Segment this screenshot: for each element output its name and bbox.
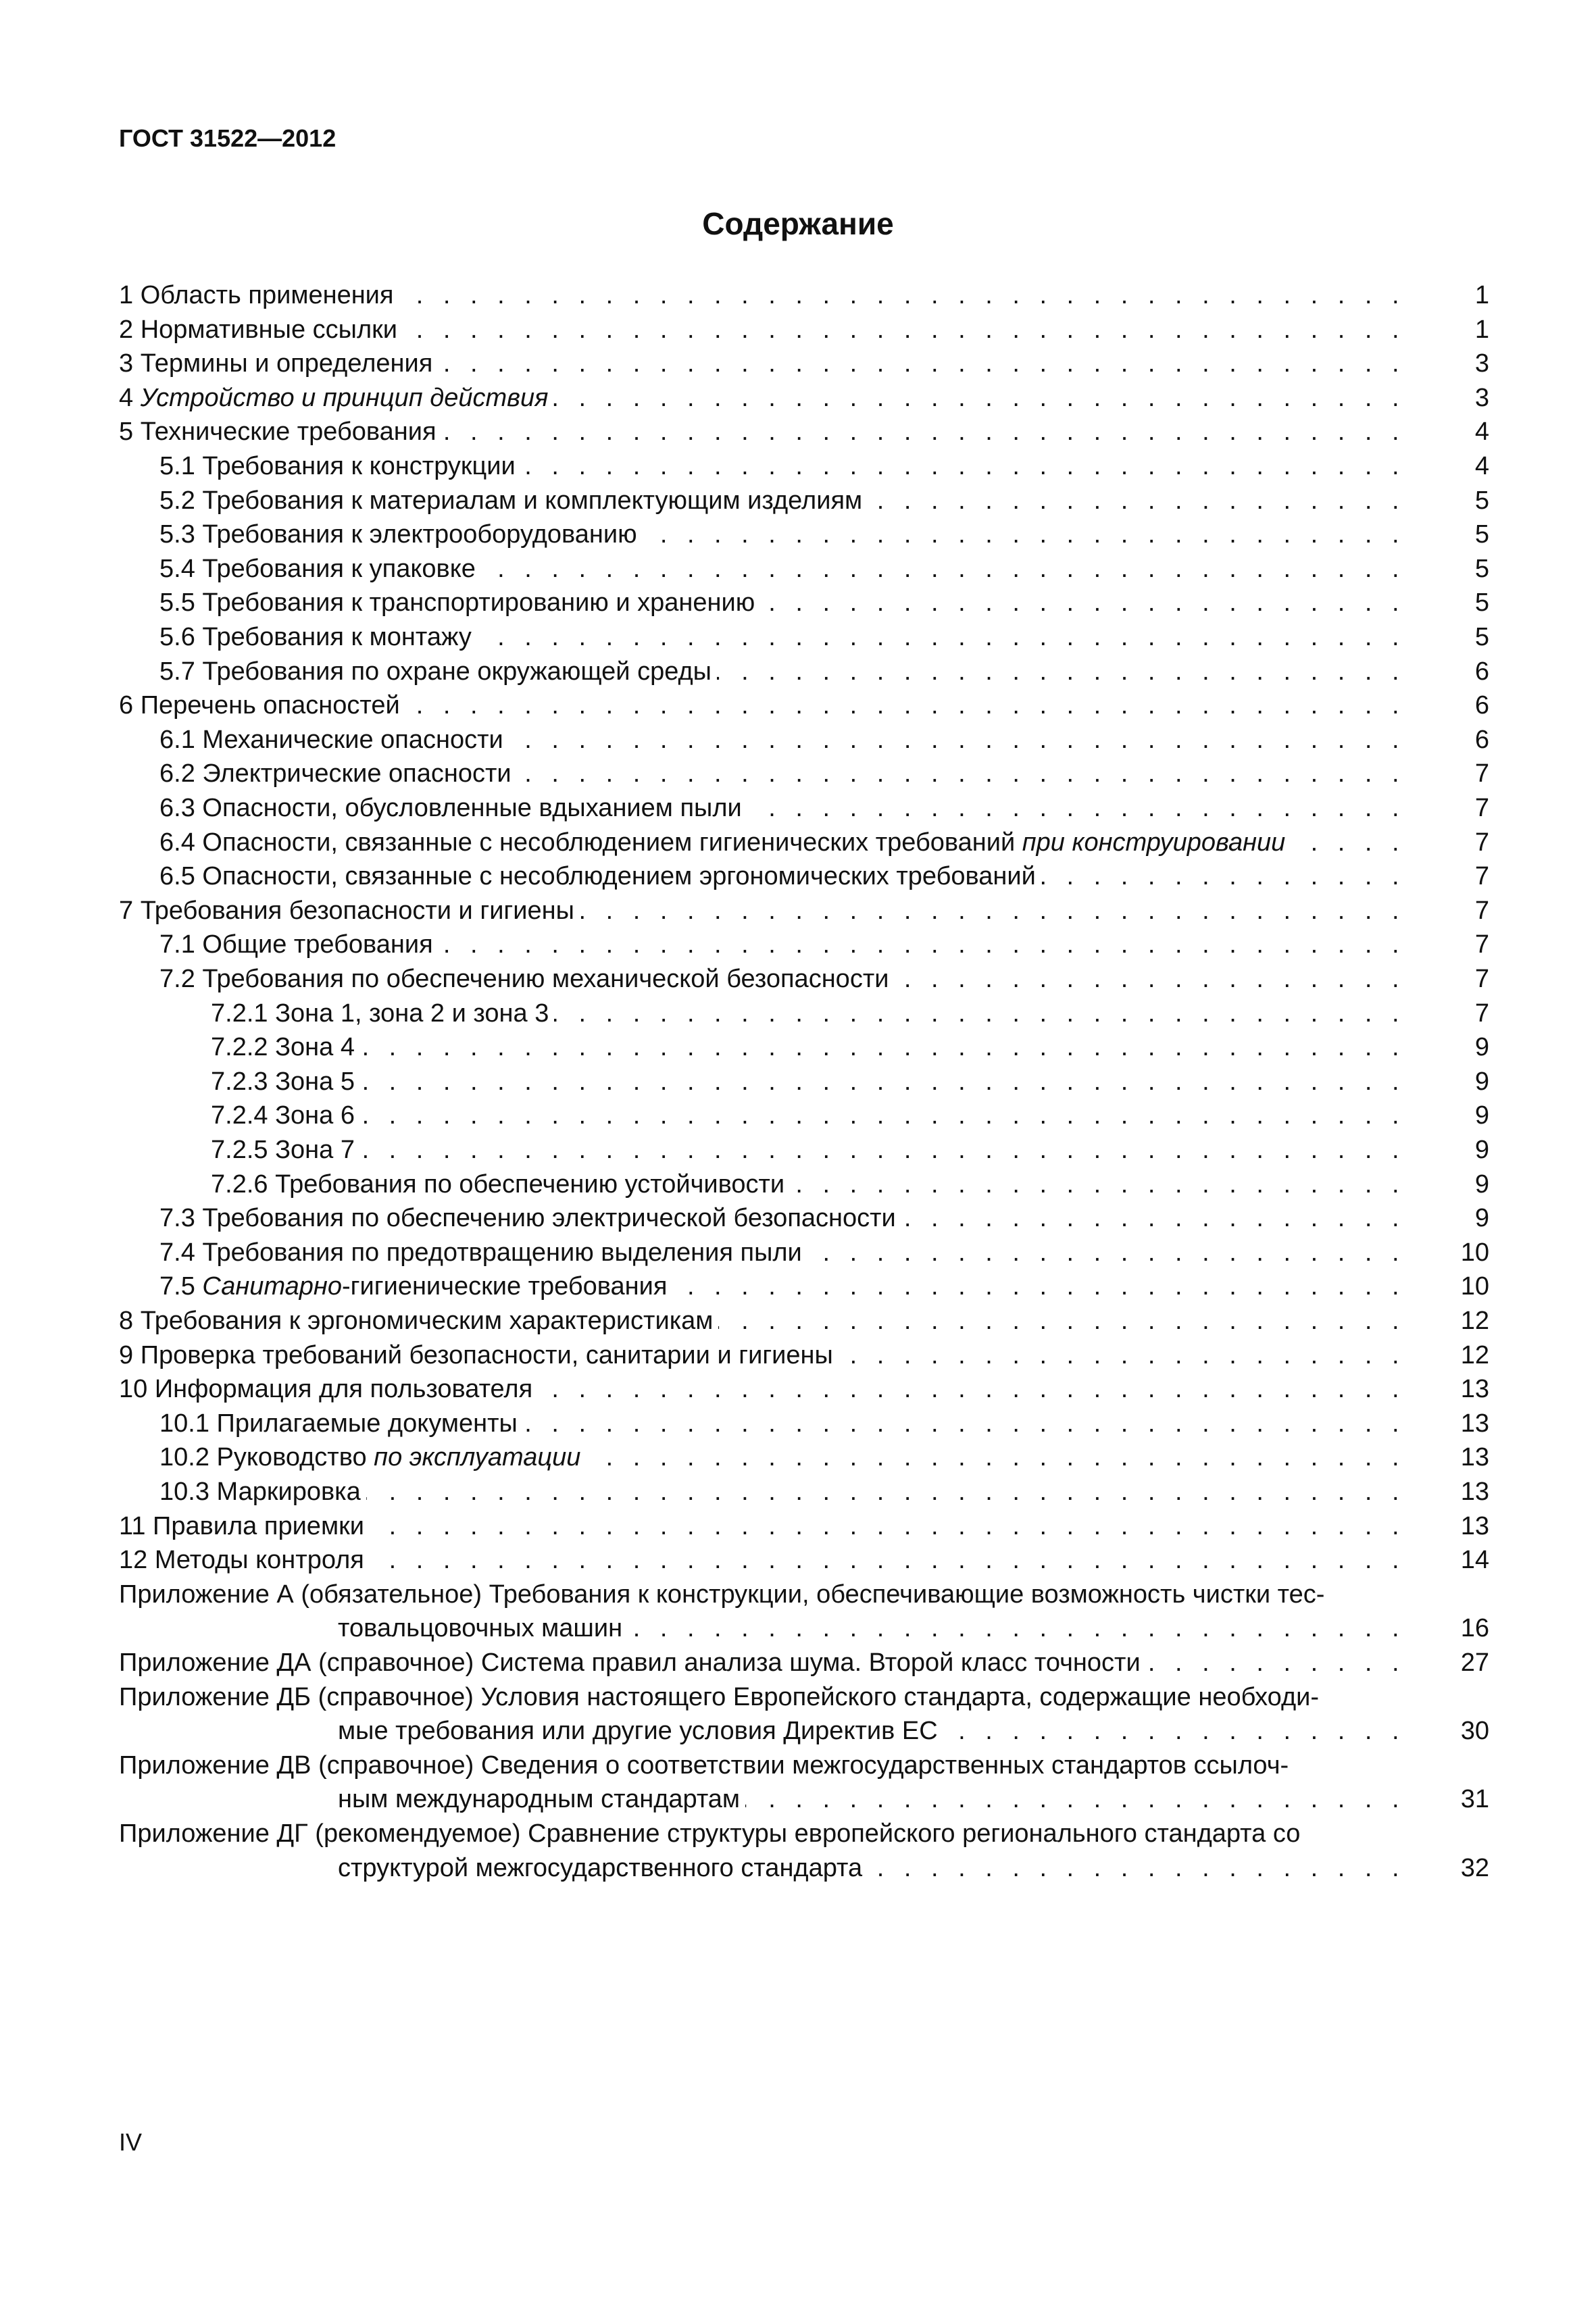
toc-entry-label xyxy=(159,452,521,480)
toc-entry-label xyxy=(159,1238,807,1267)
toc-entry-label xyxy=(119,1375,538,1403)
toc-entry-number: 7.2 xyxy=(159,965,195,993)
toc-entry xyxy=(159,859,1405,893)
toc-entry xyxy=(159,655,1405,688)
toc-entry-page: 1 xyxy=(1474,281,1489,309)
toc-entry-italic-suffix: по эксплуатации xyxy=(374,1443,581,1472)
toc-entry-label xyxy=(119,281,399,309)
toc-entry-title: Термины и определения xyxy=(140,349,433,378)
toc-entry-title: Проверка требований безопасности, санитарии и гигиены xyxy=(140,1341,833,1369)
toc-entry-page: 13 xyxy=(1460,1512,1489,1540)
toc-entry-label xyxy=(159,828,1291,857)
toc-entry-title: Требования по охране окружающей среды xyxy=(202,657,712,686)
appendix-page: 31 xyxy=(1460,1785,1489,1813)
toc-entry-title: Правила приемки xyxy=(153,1512,364,1540)
appendix-page: 32 xyxy=(1460,1854,1489,1882)
page-number-footer: IV xyxy=(119,2128,143,2156)
toc-entry-page: 6 xyxy=(1474,726,1489,754)
toc-entry xyxy=(119,347,1405,380)
toc-entry-page: 7 xyxy=(1474,828,1489,857)
toc-entry-title: Перечень опасностей xyxy=(140,691,400,720)
toc-entry xyxy=(211,1065,1405,1099)
toc-entry-number: 6 xyxy=(119,691,134,720)
appendix-text: товальцовочных машин xyxy=(338,1614,628,1642)
toc-entry xyxy=(119,1509,1405,1543)
toc-entry-label xyxy=(159,657,717,686)
toc-entry-page: 14 xyxy=(1460,1546,1489,1574)
appendix-page: 16 xyxy=(1460,1614,1489,1642)
leader-dots xyxy=(211,1133,1405,1167)
toc-entry-number: 5.5 xyxy=(159,588,195,617)
appendix-line xyxy=(119,1680,1405,1714)
toc-entry-number: 7.1 xyxy=(159,930,195,959)
toc-entry xyxy=(159,1440,1405,1474)
toc-entry xyxy=(159,757,1405,790)
toc-entry-title: Зона 7 xyxy=(275,1136,355,1164)
toc-entry-italic-suffix: при конструировании xyxy=(1022,828,1286,857)
appendix-text: ным международным стандартам xyxy=(338,1785,745,1813)
toc-entry-page: 13 xyxy=(1460,1443,1489,1472)
toc-entry-number: 10 xyxy=(119,1375,148,1403)
toc-entry-title: Требования к упаковке xyxy=(202,555,476,583)
toc-entry xyxy=(159,826,1405,859)
toc-entry-number: 7.3 xyxy=(159,1204,195,1232)
toc-entry-title: Общие требования xyxy=(202,930,433,959)
toc-entry xyxy=(159,484,1405,518)
toc-entry-page: 9 xyxy=(1474,1067,1489,1096)
toc-entry-title: Требования к эргономическим характеристикам xyxy=(140,1307,714,1335)
toc-entry-label xyxy=(159,1478,366,1506)
toc-entry-title: Руководство xyxy=(216,1443,367,1472)
toc-entry-number: 6.2 xyxy=(159,759,195,788)
toc-entry-page: 9 xyxy=(1474,1204,1489,1232)
toc-entry-number: 7.2.1 xyxy=(211,999,268,1028)
toc-entry-label xyxy=(159,623,477,651)
toc-entry-number: 5.3 xyxy=(159,520,195,549)
toc-entry-label xyxy=(211,1101,360,1130)
toc-entry-label xyxy=(211,1067,360,1096)
toc-entry xyxy=(119,1304,1405,1338)
toc-entry-number: 5.2 xyxy=(159,486,195,515)
document-code: ГОСТ 31522—2012 xyxy=(119,124,336,152)
toc-entry-page: 7 xyxy=(1474,897,1489,925)
toc-entry xyxy=(159,620,1405,654)
toc-entry-title: Механические опасности xyxy=(202,726,503,754)
toc-entry-page: 4 xyxy=(1474,452,1489,480)
toc-entry-label xyxy=(159,726,509,754)
toc-entry-label xyxy=(211,999,554,1028)
appendix-text: Приложение А (обязательное) Требования к конструкции, обеспечивающие возможность чистки тес- xyxy=(119,1580,1330,1609)
toc-entry-title: Требования по предотвращению выделения пыли xyxy=(202,1238,802,1267)
toc-entry-title: Зона 1, зона 2 и зона 3 xyxy=(275,999,549,1028)
toc-entry xyxy=(119,381,1405,415)
toc-entry-label xyxy=(159,1272,672,1301)
toc-entry xyxy=(119,688,1405,722)
toc-entry-title: Опасности, связанные с несоблюдением гигиенических требований xyxy=(202,828,1016,857)
appendix-line xyxy=(338,1851,1405,1885)
toc-entry-label xyxy=(159,588,760,617)
toc-entry xyxy=(211,997,1405,1030)
toc-entry xyxy=(159,518,1405,551)
leader-dots xyxy=(211,1099,1405,1132)
toc-entry-title: -гигиенические требования xyxy=(341,1272,668,1301)
toc-entry-title: Требования к материалам и комплектующим изделиям xyxy=(202,486,863,515)
toc-entry-page: 6 xyxy=(1474,657,1489,686)
toc-entry-label xyxy=(119,316,403,344)
toc-entry-title: Нормативные ссылки xyxy=(140,316,397,344)
toc-entry-page: 5 xyxy=(1474,623,1489,651)
toc-entry-title: Область применения xyxy=(140,281,394,309)
toc-entry xyxy=(119,894,1405,928)
toc-entry-label xyxy=(159,759,517,788)
toc-entry-title: Маркировка xyxy=(216,1478,361,1506)
toc-entry xyxy=(211,1167,1405,1201)
toc-entry xyxy=(119,1338,1405,1372)
toc-entry-number: 7.2.3 xyxy=(211,1067,268,1096)
toc-entry-label xyxy=(119,384,553,412)
toc-entry-title: Требования безопасности и гигиены xyxy=(140,897,574,925)
appendix-line xyxy=(119,1749,1405,1782)
toc-entry-number: 5.4 xyxy=(159,555,195,583)
toc-entry-number: 6.4 xyxy=(159,828,195,857)
toc-entry-label xyxy=(159,794,747,822)
toc-entry-label xyxy=(119,1546,370,1574)
toc-entry xyxy=(119,415,1405,449)
toc-entry xyxy=(159,1407,1405,1440)
toc-entry-page: 6 xyxy=(1474,691,1489,720)
toc-entry-label xyxy=(159,965,894,993)
toc-entry-page: 3 xyxy=(1474,384,1489,412)
toc-entry-number: 10.3 xyxy=(159,1478,209,1506)
toc-entry-label xyxy=(119,1341,839,1369)
appendix-text: Приложение ДВ (справочное) Сведения о соответствии межгосударственных стандартов ссылоч- xyxy=(119,1751,1294,1780)
toc-entry-title: Зона 4 xyxy=(275,1033,355,1061)
toc-entry-number: 4 xyxy=(119,384,134,412)
toc-entry xyxy=(159,723,1405,757)
toc-entry-page: 5 xyxy=(1474,520,1489,549)
appendix-page: 30 xyxy=(1460,1717,1489,1745)
toc-entry-number: 7.2.2 xyxy=(211,1033,268,1061)
toc-entry-page: 1 xyxy=(1474,316,1489,344)
toc-entry-number: 5.7 xyxy=(159,657,195,686)
toc-entry xyxy=(159,586,1405,620)
toc-entry-label xyxy=(159,1443,586,1472)
toc-entry-number: 7.2.5 xyxy=(211,1136,268,1164)
toc-entry-page: 7 xyxy=(1474,862,1489,890)
leader-dots xyxy=(211,1030,1405,1064)
toc-entry-title: Требования по обеспечению электрической безопасности xyxy=(202,1204,896,1232)
toc-entry xyxy=(159,552,1405,586)
toc-entry-label xyxy=(159,555,481,583)
toc-entry-number: 5.6 xyxy=(159,623,195,651)
toc-entry-page: 10 xyxy=(1460,1238,1489,1267)
toc-entry-label xyxy=(211,1033,360,1061)
toc-entry-page: 7 xyxy=(1474,794,1489,822)
toc-entry-title: Требования по обеспечению устойчивости xyxy=(275,1170,785,1199)
leader-dots xyxy=(211,1065,1405,1099)
toc-entry xyxy=(159,928,1405,961)
appendix-text: Приложение ДА (справочное) Система правил анализа шума. Второй класс точности xyxy=(119,1649,1146,1677)
toc-entry-label xyxy=(159,1204,901,1232)
toc-entry-number: 7.2.4 xyxy=(211,1101,268,1130)
toc-entry-label xyxy=(159,486,868,515)
appendix-line xyxy=(119,1817,1405,1851)
toc-entry xyxy=(159,791,1405,825)
toc-entry-page: 13 xyxy=(1460,1375,1489,1403)
toc-entry-page: 13 xyxy=(1460,1409,1489,1438)
toc-entry xyxy=(159,962,1405,996)
toc-entry-page: 4 xyxy=(1474,418,1489,446)
appendix-line xyxy=(119,1578,1405,1611)
toc-entry-label xyxy=(119,1512,370,1540)
toc-entry-page: 5 xyxy=(1474,555,1489,583)
toc-entry-page: 9 xyxy=(1474,1136,1489,1164)
toc-entry-label xyxy=(211,1170,790,1199)
toc-entry-label xyxy=(159,862,1041,890)
toc-entry-title: Требования к монтажу xyxy=(202,623,472,651)
toc-entry-number: 11 xyxy=(119,1512,146,1540)
toc-entry-number: 9 xyxy=(119,1341,134,1369)
appendix-line xyxy=(338,1714,1405,1748)
toc-entry-title: Информация для пользователя xyxy=(154,1375,533,1403)
toc-entry-number: 6.1 xyxy=(159,726,195,754)
toc-entry-label xyxy=(159,1409,523,1438)
toc-entry-page: 12 xyxy=(1460,1341,1489,1369)
toc-entry-page: 10 xyxy=(1460,1272,1489,1301)
toc-entry-title: Технические требования xyxy=(140,418,437,446)
toc-entry-page: 13 xyxy=(1460,1478,1489,1506)
appendix-text: структурой межгосударственного стандарта xyxy=(338,1854,868,1882)
toc-entry-number: 7 xyxy=(119,897,134,925)
toc-entry xyxy=(211,1030,1405,1064)
toc-entry-page: 9 xyxy=(1474,1101,1489,1130)
toc-entry xyxy=(159,1236,1405,1269)
page-title: Содержание xyxy=(702,206,894,241)
toc-entry xyxy=(211,1133,1405,1167)
toc-entry-number: 6.5 xyxy=(159,862,195,890)
toc-entry-page: 7 xyxy=(1474,759,1489,788)
toc-entry-number: 1 xyxy=(119,281,134,309)
toc-entry xyxy=(159,1475,1405,1509)
appendix-line xyxy=(338,1782,1405,1816)
toc-entry-number: 8 xyxy=(119,1307,134,1335)
toc-entry-title: Зона 6 xyxy=(275,1101,355,1130)
toc-entry-page: 7 xyxy=(1474,965,1489,993)
appendix-line xyxy=(338,1611,1405,1645)
toc-entry-title: Электрические опасности xyxy=(202,759,512,788)
toc-entry-number: 5 xyxy=(119,418,134,446)
toc-entry-number: 7.4 xyxy=(159,1238,195,1267)
toc-entry-title: Устройство и принцип действия xyxy=(140,384,549,412)
toc-entry-page: 12 xyxy=(1460,1307,1489,1335)
toc-entry xyxy=(119,1372,1405,1406)
toc-entry-page: 3 xyxy=(1474,349,1489,378)
toc-entry-page: 5 xyxy=(1474,588,1489,617)
toc-entry xyxy=(159,1269,1405,1303)
toc-entry-title: Требования к электрооборудованию xyxy=(202,520,637,549)
toc-entry-label xyxy=(119,1307,718,1335)
toc-entry-number: 7.5 xyxy=(159,1272,195,1301)
toc-entry xyxy=(159,1201,1405,1235)
toc-entry-title: Опасности, связанные с несоблюдением эргономических требований xyxy=(202,862,1036,890)
toc-entry-label xyxy=(119,897,580,925)
toc-entry-title: Требования по обеспечению механической безопасности xyxy=(202,965,889,993)
toc-entry-label xyxy=(211,1136,360,1164)
toc-entry xyxy=(119,1543,1405,1577)
toc-entry-page: 7 xyxy=(1474,999,1489,1028)
toc-entry-label xyxy=(159,520,643,549)
toc-entry-label xyxy=(119,349,438,378)
toc-entry xyxy=(119,313,1405,347)
toc-entry-number: 3 xyxy=(119,349,134,378)
appendix-text: мые требования или другие условия Директив ЕС xyxy=(338,1717,943,1745)
toc-entry-title: Зона 5 xyxy=(275,1067,355,1096)
toc-entry-number: 10.2 xyxy=(159,1443,209,1472)
toc-entry-page: 5 xyxy=(1474,486,1489,515)
toc-entry-label xyxy=(119,691,405,720)
toc-entry-number: 12 xyxy=(119,1546,148,1574)
toc-entry-page: 9 xyxy=(1474,1170,1489,1199)
toc-entry-italic-prefix: Санитарно xyxy=(202,1272,342,1301)
toc-entry-number: 6.3 xyxy=(159,794,195,822)
toc-entry xyxy=(211,1099,1405,1132)
toc-entry-title: Требования к транспортированию и хранению xyxy=(202,588,755,617)
toc-entry-title: Требования к конструкции xyxy=(202,452,516,480)
toc-entry-title: Опасности, обусловленные вдыханием пыли xyxy=(202,794,742,822)
toc-entry-number: 10.1 xyxy=(159,1409,209,1438)
toc-entry-title: Методы контроля xyxy=(154,1546,364,1574)
toc-entry-page: 9 xyxy=(1474,1033,1489,1061)
toc-entry-title: Прилагаемые документы xyxy=(216,1409,518,1438)
toc-entry-number: 5.1 xyxy=(159,452,195,480)
appendix-text: Приложение ДБ (справочное) Условия настоящего Европейского стандарта, содержащие необходи- xyxy=(119,1683,1324,1711)
appendix-text: Приложение ДГ (рекомендуемое) Сравнение структуры европейского регионального стандарта со xyxy=(119,1819,1305,1848)
toc-entry-number: 2 xyxy=(119,316,134,344)
appendix-page: 27 xyxy=(1460,1649,1489,1677)
toc-entry xyxy=(119,278,1405,312)
toc-entry-page: 7 xyxy=(1474,930,1489,959)
toc-entry-label xyxy=(119,418,442,446)
toc-entry xyxy=(159,449,1405,483)
toc-entry-label xyxy=(159,930,439,959)
toc-entry-number: 7.2.6 xyxy=(211,1170,268,1199)
appendix-line xyxy=(119,1646,1405,1680)
